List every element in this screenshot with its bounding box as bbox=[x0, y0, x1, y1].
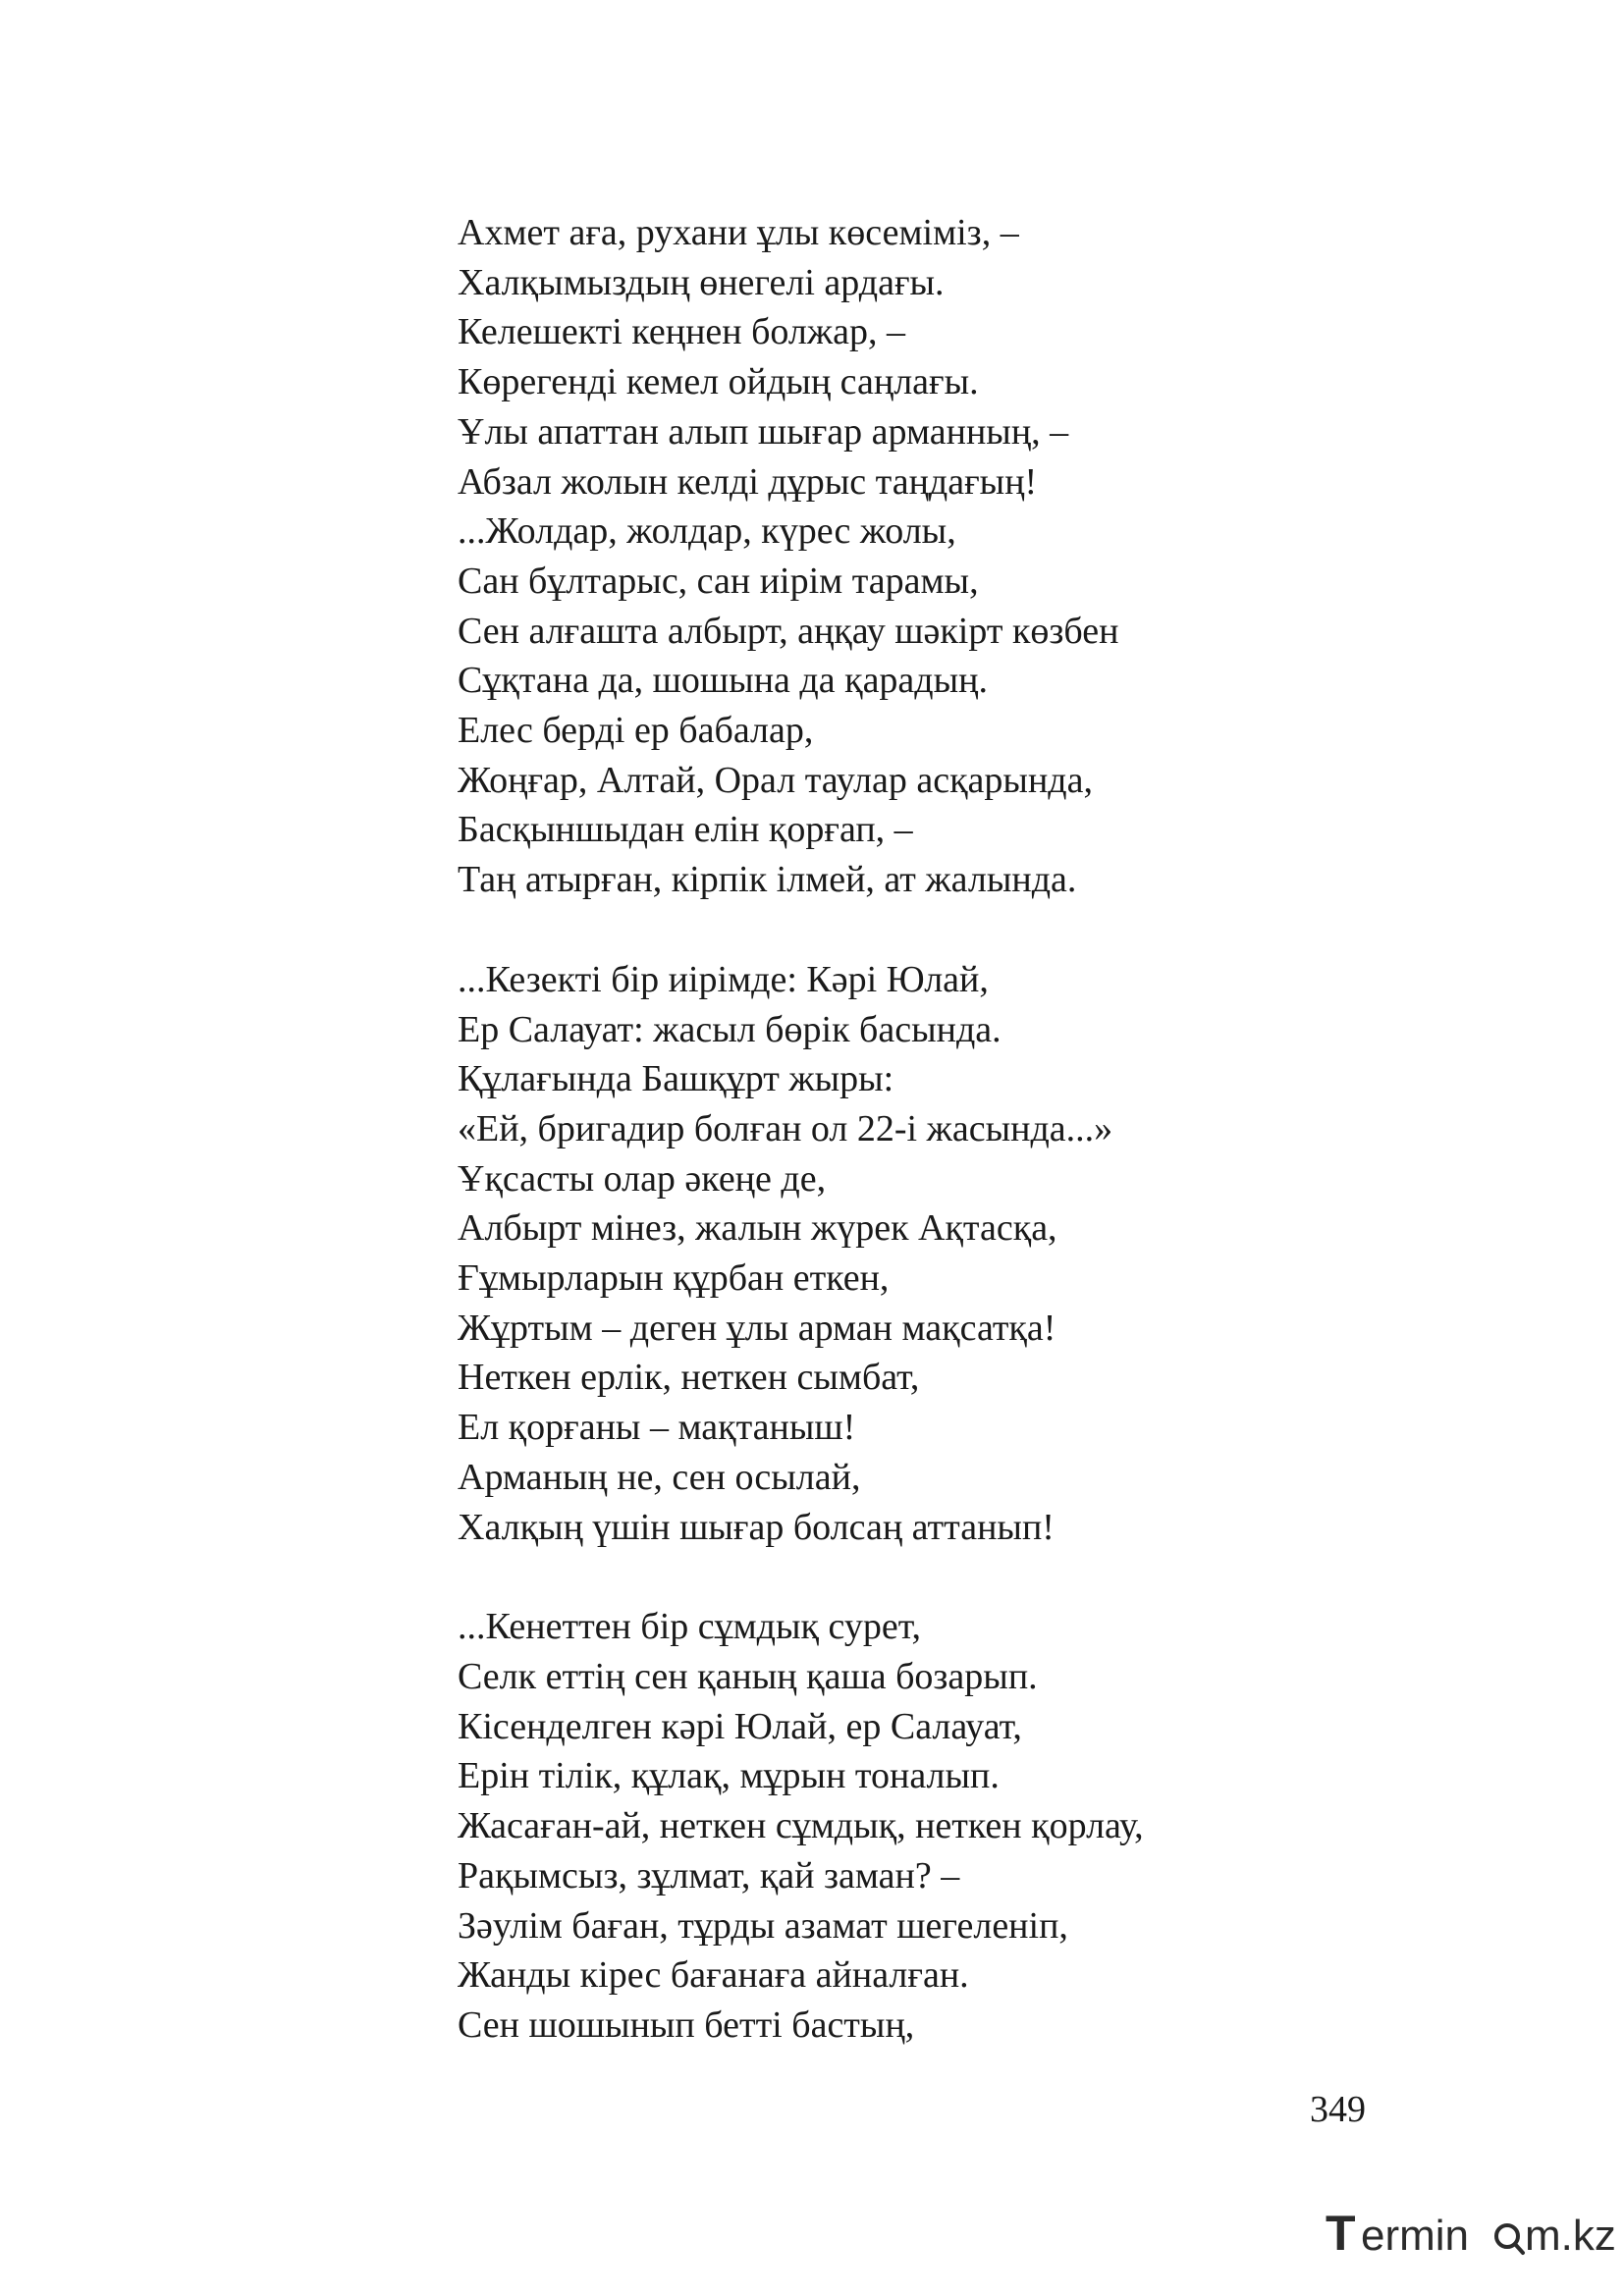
poem-line: Сан бұлтарыс, сан иірім тарамы, bbox=[458, 560, 979, 602]
watermark-logo bbox=[1326, 2201, 1616, 2261]
poem-line: Басқыншыдан елін қорғап, – bbox=[458, 809, 913, 851]
poem-line: Жанды кірес бағанаға айналған. bbox=[458, 1954, 969, 1997]
poem-line: Неткен ерлік, неткен сымбат, bbox=[458, 1357, 920, 1399]
poem-line: Сен шошынып бетті бастың, bbox=[458, 2003, 915, 2046]
termincom-logo-icon bbox=[1326, 2201, 1616, 2261]
poem-line: Ел қорғаны – мақтаныш! bbox=[458, 1407, 856, 1449]
poem-line: Жоңғар, Алтай, Орал таулар асқарында, bbox=[458, 759, 1093, 801]
svg-text:m.kz: m.kz bbox=[1525, 2212, 1616, 2260]
poem-line: Рақымсыз, зұлмат, қай заман? – bbox=[458, 1854, 960, 1896]
poem-text bbox=[458, 208, 1341, 2051]
poem-line: Ұқсасты олар әкеңе де, bbox=[458, 1157, 827, 1200]
poem-line: «Ей, бригадир болған ол 22-і жасында...» bbox=[458, 1107, 1113, 1149]
poem-line: Албырт мінез, жалын жүрек Ақтасқа, bbox=[458, 1207, 1057, 1250]
svg-text:T: T bbox=[1326, 2206, 1356, 2261]
poem-line: Халқың үшін шығар болсаң аттанып! bbox=[458, 1506, 1055, 1548]
poem-line: Ғұмырларын құрбан еткен, bbox=[458, 1257, 890, 1300]
poem-line: Құлағында Башқұрт жыры: bbox=[458, 1058, 894, 1100]
stanza bbox=[458, 1602, 1341, 2050]
poem-line: Көрегенді кемел ойдың саңлағы. bbox=[458, 361, 979, 403]
svg-text:ermin: ermin bbox=[1361, 2212, 1470, 2260]
poem-line: ...Кенеттен бір сұмдық сурет, bbox=[458, 1606, 921, 1648]
poem-line: Халқымыздың өнегелі ардағы. bbox=[458, 261, 945, 303]
poem-line: Таң атырған, кірпік ілмей, ат жалында. bbox=[458, 859, 1077, 901]
stanza bbox=[458, 955, 1341, 1552]
poem-line: ...Кезекті бір иірімде: Кәрі Юлай, bbox=[458, 958, 989, 1000]
poem-line: Арманың не, сен осылай, bbox=[458, 1456, 861, 1498]
poem-line: Абзал жолын келді дұрыс таңдағың! bbox=[458, 460, 1038, 503]
poem-line: Жұртым – деген ұлы арман мақсатқа! bbox=[458, 1307, 1056, 1349]
poem-line: Жасаған-ай, неткен сұмдық, неткен қорлау, bbox=[458, 1805, 1144, 1847]
poem-line: Селк еттің сен қаның қаша бозарып. bbox=[458, 1655, 1038, 1697]
poem-line: Сұқтана да, шошына да қарадың. bbox=[458, 660, 988, 702]
page-number: 349 bbox=[1310, 2089, 1366, 2130]
poem-line: Елес берді ер бабалар, bbox=[458, 710, 814, 752]
poem-line: ...Жолдар, жолдар, күрес жолы, bbox=[458, 510, 956, 553]
poem-line: Сен алғашта албырт, аңқау шәкірт көзбен bbox=[458, 610, 1119, 652]
poem-line: Зәулім баған, тұрды азамат шегеленіп, bbox=[458, 1904, 1068, 1947]
poem-line: Ерін тілік, құлақ, мұрын тоналып. bbox=[458, 1755, 1000, 1797]
stanza bbox=[458, 208, 1341, 905]
poem-line: Кісенделген кәрі Юлай, ер Салауат, bbox=[458, 1705, 1022, 1747]
poem-line: Ұлы апаттан алып шығар арманның, – bbox=[458, 410, 1069, 453]
poem-line: Ер Салауат: жасыл бөрік басында. bbox=[458, 1008, 1001, 1050]
poem-line: Келешекті кеңнен болжар, – bbox=[458, 311, 906, 353]
poem-line: Ахмет аға, рухани ұлы көсеміміз, – bbox=[458, 212, 1019, 253]
